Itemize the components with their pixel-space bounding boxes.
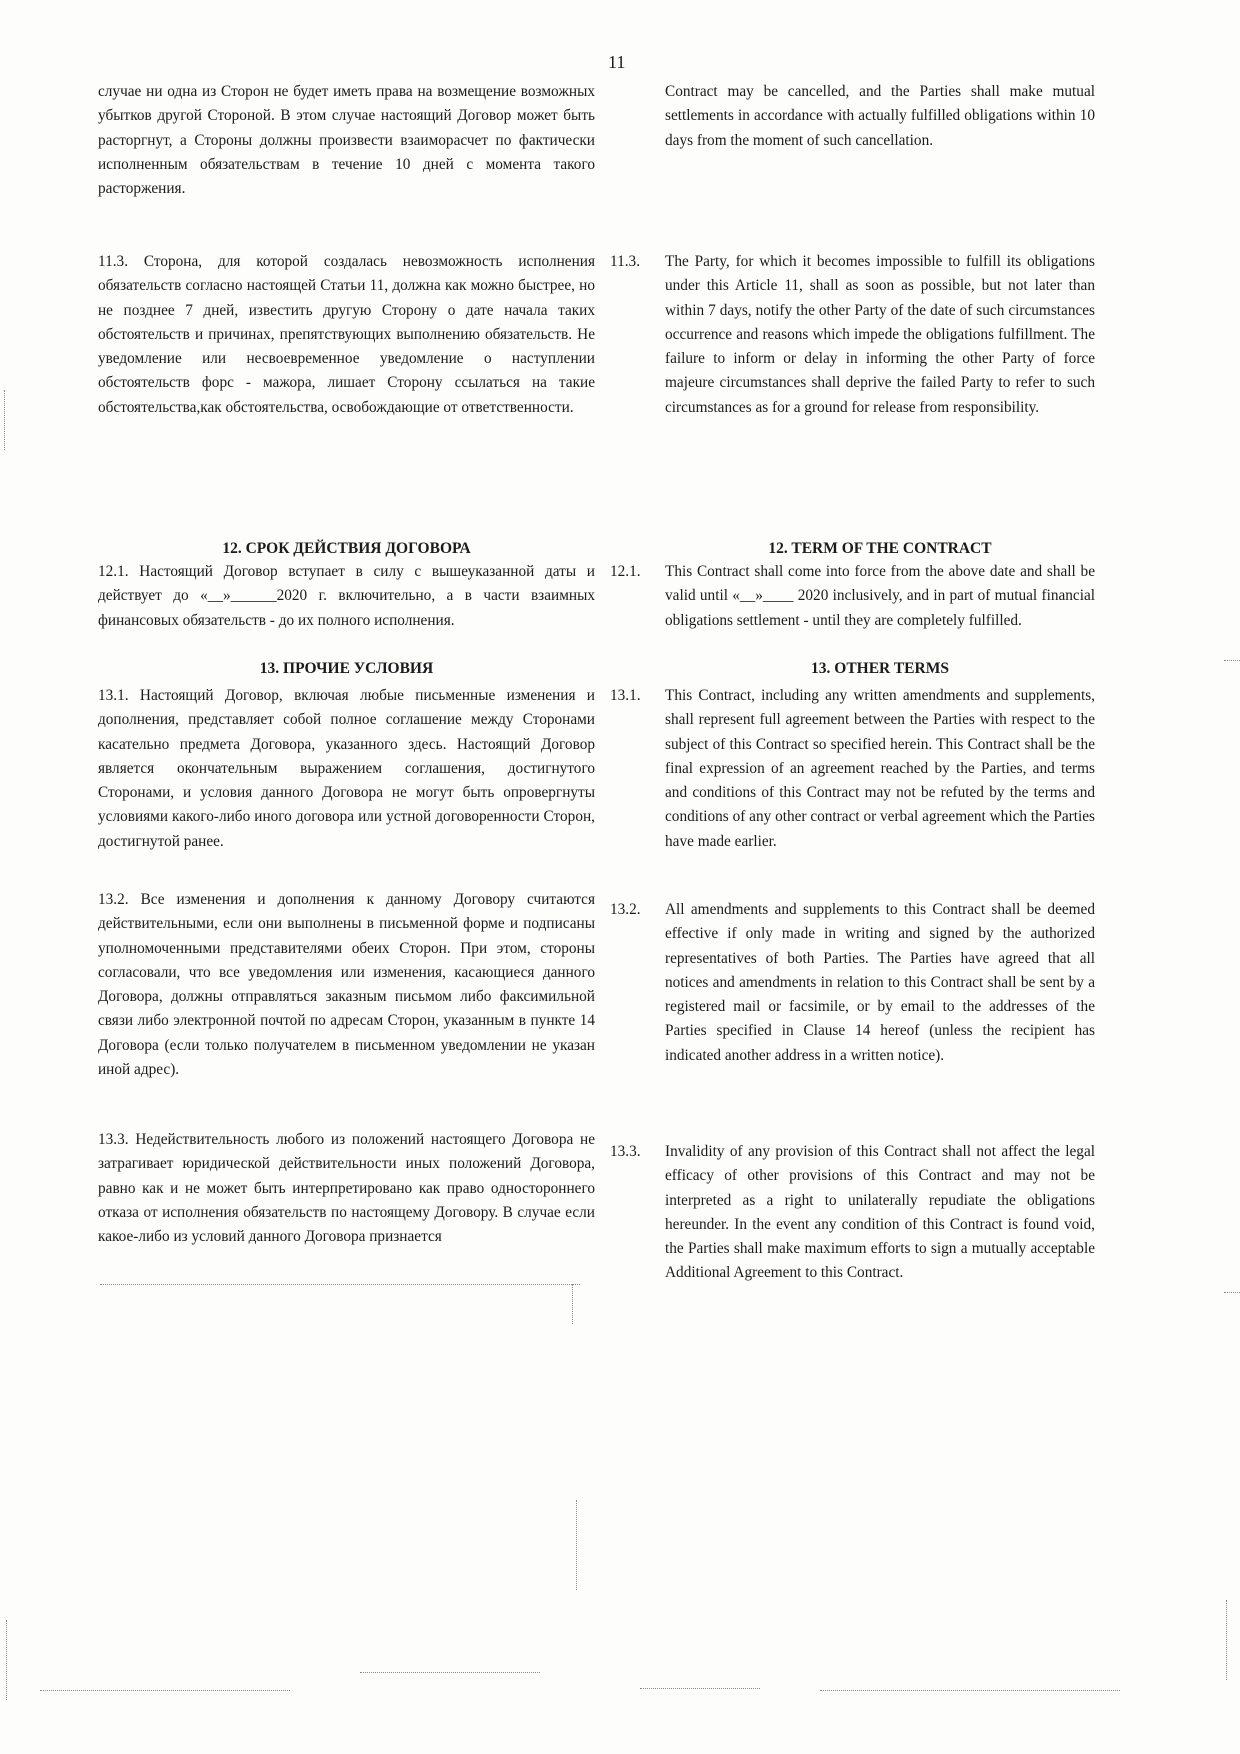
scan-artifact-line [1226, 1600, 1227, 1680]
en-paragraph-text: Contract may be cancelled, and the Parties shall make mutual settlements in accordance with actually fulfilled obligations within 10 days from the moment of such cancellation. [665, 83, 1095, 149]
ru-paragraph-text: 13.2. Все изменения и дополнения к данному Договору считаются действительными, если они выполнены в письменной форме и подписаны уполномоченными представителями обеих Сторон. При этом, стороны согласовали, что все уведомления или изменения, касающиеся данного Договора, должны отправляться заказным письмом либо факсимильной связи либо электронной почтой по адресам Сторон, указанным в пункте 14 Договора (если только получателем в письменном уведомлении не указан иной адрес). [98, 891, 595, 1079]
ru-paragraph-text: 12.1. Настоящий Договор вступает в силу с вышеуказанной даты и действует до «__»______2020 г. включительно, а в части взаимных финансовых обязательств - до их полного исполнения. [98, 563, 595, 629]
scan-artifact-line [100, 1284, 580, 1285]
page-number: 11 [608, 52, 626, 72]
ru-paragraph-text: 13.1. Настоящий Договор, включая любые письменные изменения и дополнения, представляет собой полное соглашение между Сторонами касательно предмета Договора, указанного здесь. Настоящий Договор является окончательным выражением соглашения, достигнутого Сторонами, и условия данного Договора не могут быть опровергнуты условиями какого-либо иного договора или устной договоренности Сторон, достигнутой ранее. [98, 687, 595, 850]
en-clause-13-2 [665, 898, 1095, 1068]
en-clause-13-3 [665, 1140, 1095, 1286]
ru-paragraph-text: случае ни одна из Сторон не будет иметь права на возмещение возможных убытков другой Стороной. В этом случае настоящий Договор может быть расторгнут, а Стороны должны произвести взаиморасчет по фактически исполненным обязательствам в течение 10 дней с момента такого расторжения. [98, 83, 595, 198]
en-paragraph-text: Invalidity of any provision of this Contract shall not affect the legal efficacy of other provisions of this Contract and may not be interpreted as a right to unilaterally repudiate the obligations hereunder. In the event any condition of this Contract is found void, the Parties shall make maximum efforts to sign a mutually acceptable Additional Agreement to this Contract. [665, 1143, 1095, 1282]
ru-clause-11-2-continued [98, 80, 595, 201]
en-clause-number-13-2: 13.2. [610, 901, 641, 918]
ru-paragraph-text: 13.3. Недействительность любого из положений настоящего Договора не затрагивает юридической действительности иных положений Договора, равно как и не может быть интерпретировано как право одностороннего отказа от исполнения обязательств по настоящему Договору. В случае если какое-либо из условий данного Договора признается [98, 1131, 595, 1246]
scan-artifact-line [820, 1690, 1120, 1691]
en-paragraph-text: All amendments and supplements to this Contract shall be deemed effective if only made in writing and signed by the authorized representatives of both Parties. The Parties have agreed that all notices and amendments in relation to this Contract shall be sent by a registered mail or facsimile, or by email to the addresses of the Parties specified in Clause 14 hereof (unless the recipient has indicated another address in a written notice). [665, 901, 1095, 1064]
ru-clause-13-3 [98, 1128, 595, 1249]
en-clause-number-13-1: 13.1. [610, 687, 641, 704]
ru-clause-13-2 [98, 888, 595, 1082]
scan-artifact-line [1224, 1292, 1240, 1293]
ru-section-heading-13: 13. ПРОЧИЕ УСЛОВИЯ [259, 660, 434, 677]
en-clause-11-2-continued [665, 80, 1095, 153]
scan-artifact-line [4, 390, 5, 450]
en-paragraph-text: This Contract, including any written amendments and supplements, shall represent full agreement between the Parties with respect to the subject of this Contract so specified herein. This Contract shall be the final expression of an agreement reached by the Parties, and terms and conditions of this Contract may not be refuted by the terms and conditions of any other contract or verbal agreement which the Parties have made earlier. [665, 687, 1095, 850]
scan-artifact-line [576, 1500, 577, 1590]
ru-paragraph-text: 11.3. Сторона, для которой создалась невозможность исполнения обязательств согласно настоящей Статьи 11, должна как можно быстрее, но не позднее 7 дней, известить другую Сторону о дате начала таких обстоятельств и причинах, препятствующих выполнению обязательств. Не уведомление или несвоевременное уведомление о наступлении обстоятельств форс - мажора, лишает Сторону ссылаться на такие обстоятельства,как обстоятельства, освобождающие от ответственности. [98, 253, 595, 416]
en-clause-11-3 [665, 250, 1095, 420]
en-clause-12-1 [665, 560, 1095, 633]
en-clause-number-12-1: 12.1. [610, 563, 641, 580]
en-paragraph-text: The Party, for which it becomes impossible to fulfill its obligations under this Article 11, shall as soon as possible, but not later than within 7 days, notify the other Party of the date of such circumstances occurrence and reasons which impede the obligations fulfillment. The failure to inform or delay in informing the other Party of force majeure circumstances shall deprive the failed Party to refer to such circumstances as for a ground for release from responsibility. [665, 253, 1095, 416]
en-clause-number-13-3: 13.3. [610, 1143, 641, 1160]
scan-artifact-line [640, 1688, 760, 1689]
en-paragraph-text: This Contract shall come into force from the above date and shall be valid until «__»____ 2020 inclusively, and in part of mutual financial obligations settlement - until they are completely fulfilled. [665, 563, 1095, 629]
ru-clause-13-1 [98, 684, 595, 854]
ru-section-heading-12: 12. СРОК ДЕЙСТВИЯ ДОГОВОРА [222, 540, 471, 557]
ru-clause-11-3 [98, 250, 595, 420]
scan-artifact-line [6, 1620, 7, 1700]
scan-artifact-line [572, 1284, 573, 1324]
scan-artifact-line [40, 1690, 290, 1691]
scan-artifact-line [1224, 660, 1240, 661]
en-clause-13-1 [665, 684, 1095, 854]
en-clause-number-11-3: 11.3. [610, 253, 641, 270]
ru-clause-12-1 [98, 560, 595, 633]
en-section-heading-13: 13. OTHER TERMS [811, 660, 949, 677]
scan-artifact-line [360, 1672, 540, 1673]
en-section-heading-12: 12. TERM OF THE CONTRACT [768, 540, 992, 557]
